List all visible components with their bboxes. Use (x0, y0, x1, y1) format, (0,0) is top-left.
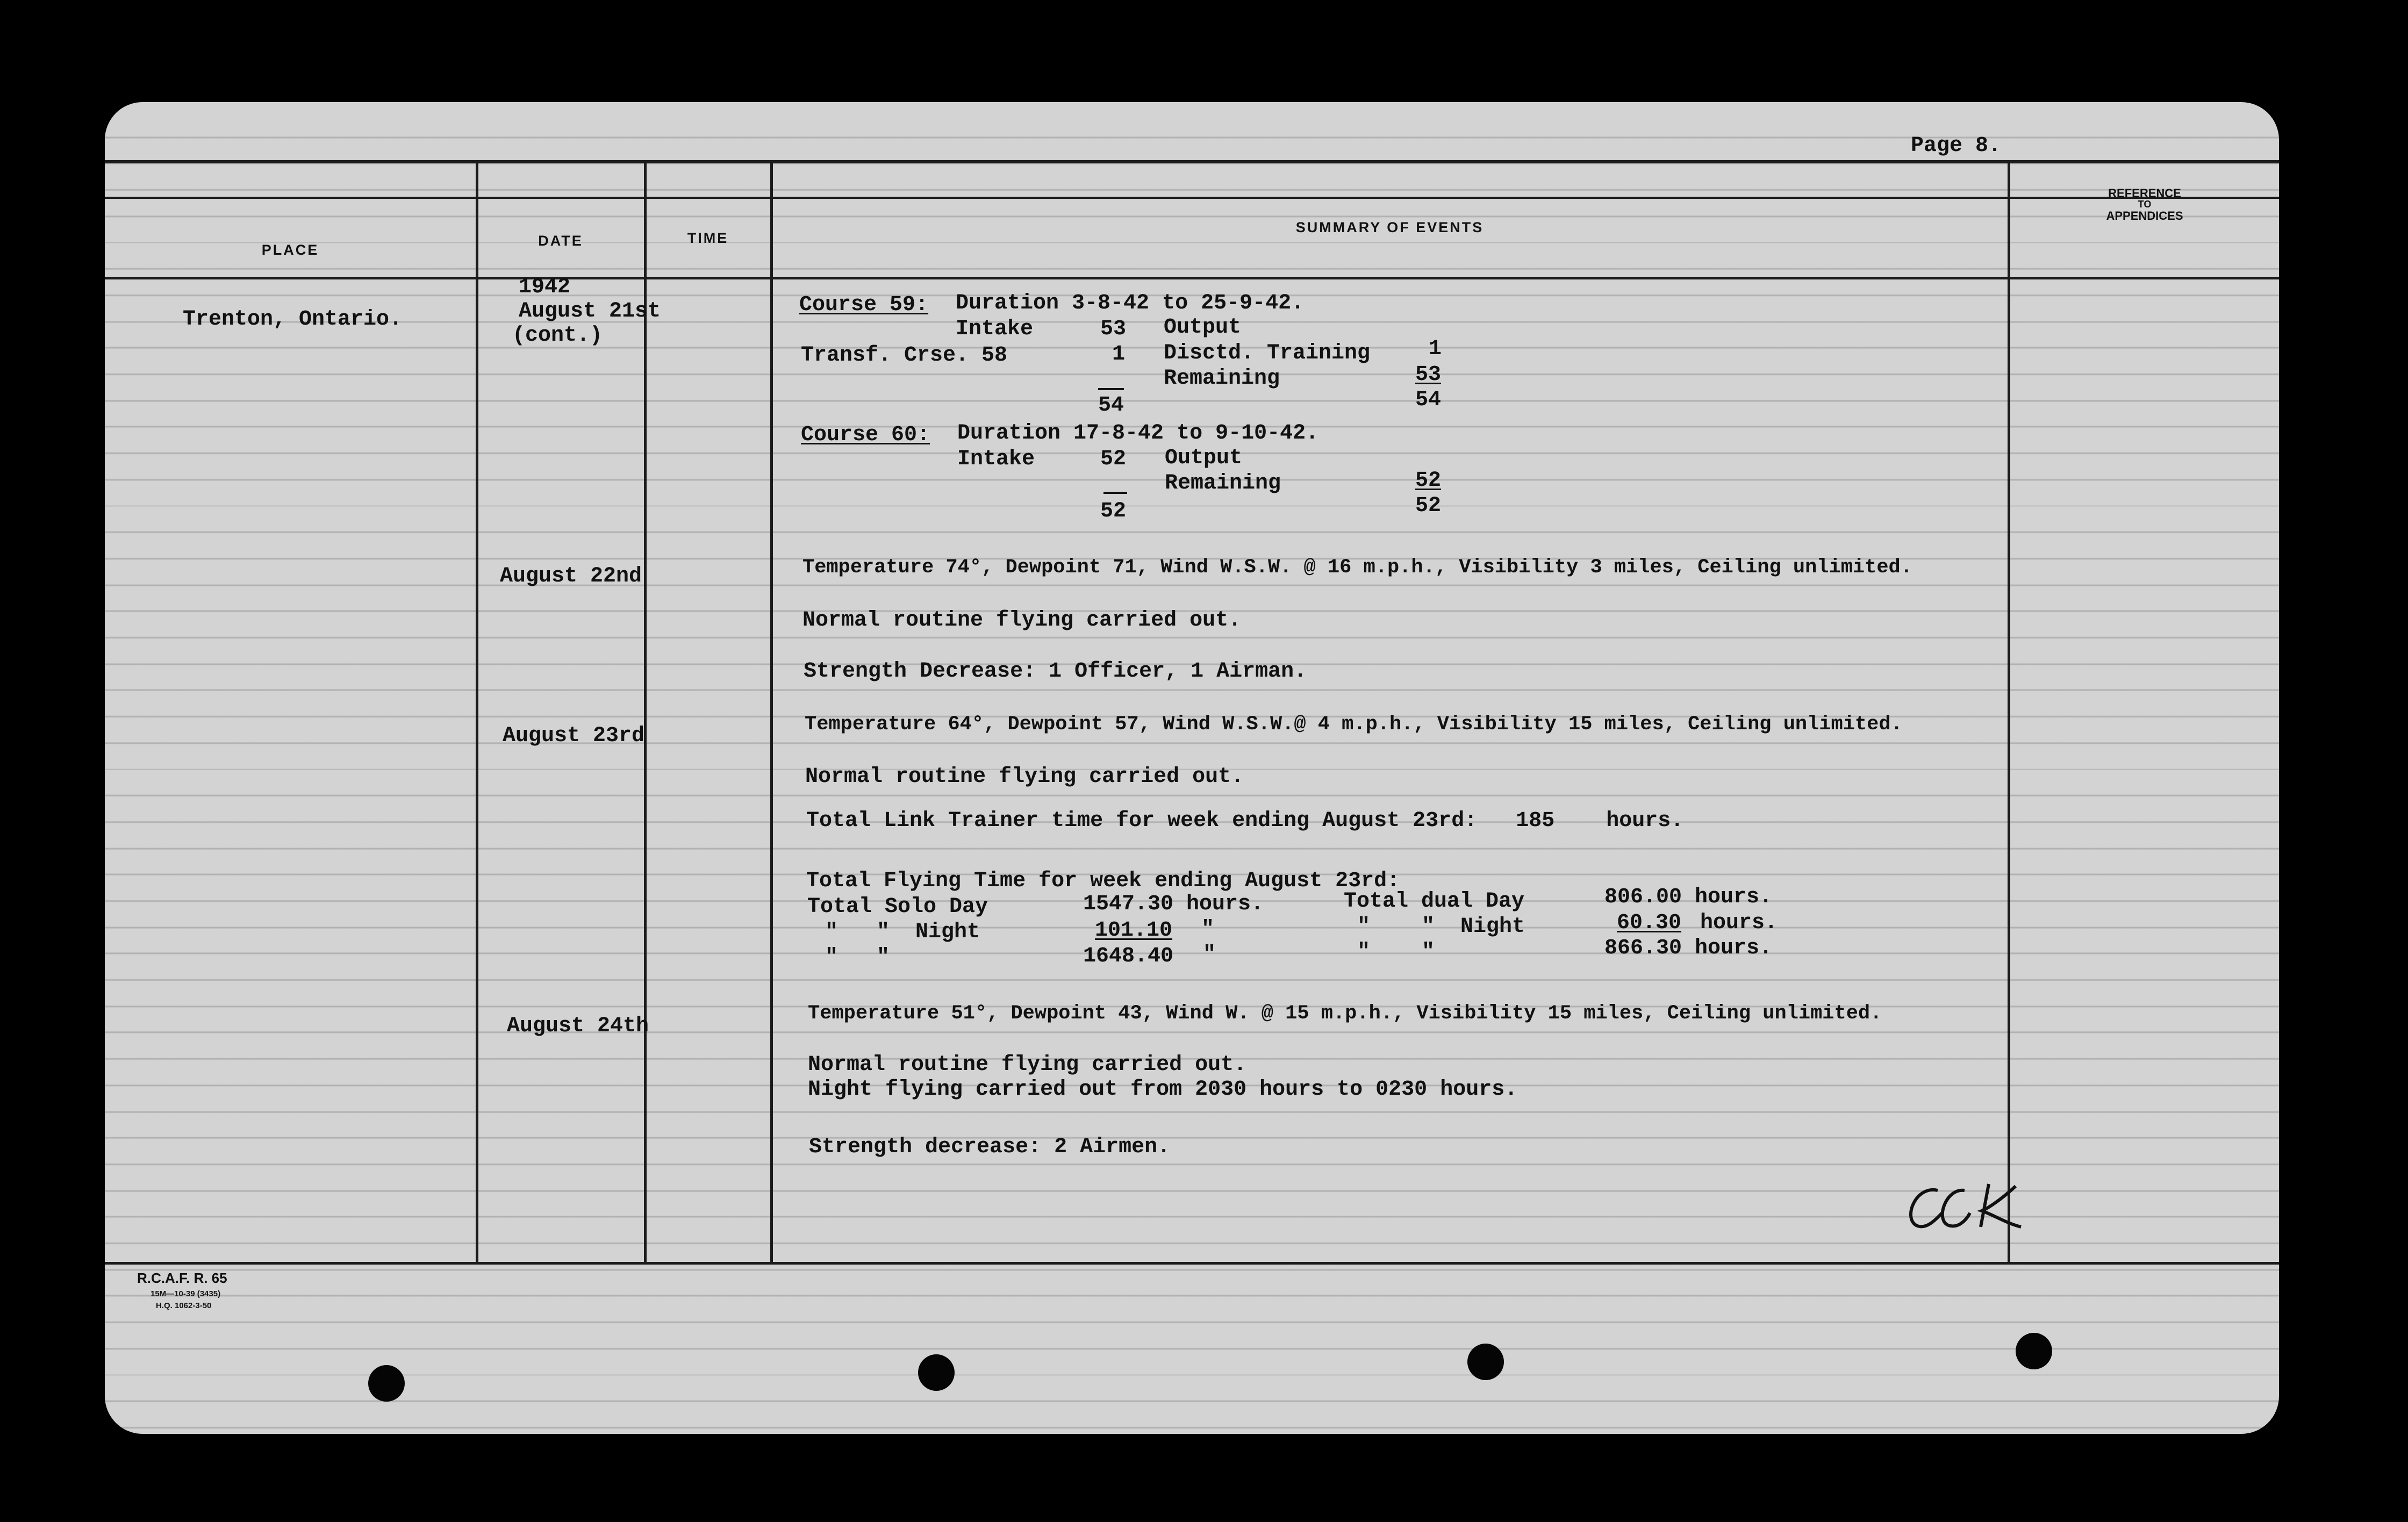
course-60-intake: 52 (1100, 447, 1127, 471)
course-59-disctd: 1 (1429, 337, 1442, 361)
course-59-transf: 1 (1112, 342, 1126, 367)
diary-form-page (105, 102, 2279, 1434)
aug22-strength: Strength Decrease: 1 Officer, 1 Airman. (804, 659, 1307, 684)
aug23-link-trainer: Total Link Trainer time for week ending August 23rd: 185 hours. (806, 809, 1684, 833)
dual-night-hours: hours. (1700, 911, 1778, 935)
solo-night-value: 101.10 (1095, 918, 1173, 943)
course-59-output-label: Output (1164, 315, 1242, 340)
course-60-duration: Duration 17-8-42 to 9-10-42. (957, 421, 1319, 446)
aug24-night-flying: Night flying carried out from 2030 hours to 0230 hours. (808, 1078, 1518, 1102)
solo-total-label: " " (825, 945, 890, 970)
signature-initials (1900, 1180, 2024, 1239)
course-60-sum-rule (1103, 492, 1127, 494)
course-59-intake-label: Intake (956, 317, 1034, 341)
course-60-remaining: 52 (1415, 469, 1442, 493)
date-cont: (cont.) (512, 324, 603, 348)
dual-day-label: Total dual Day (1344, 889, 1525, 914)
aug23-weather: Temperature 64°, Dewpoint 57, Wind W.S.W.@ 4 m.p.h., Visibility 15 miles, Ceiling unlimited. (805, 713, 1903, 736)
course-59-intake: 53 (1100, 317, 1127, 341)
course-60-remaining-label: Remaining (1165, 471, 1281, 496)
date-aug-23: August 23rd (503, 724, 645, 748)
course-59-total-left: 54 (1098, 393, 1124, 418)
dual-day-value: 806.00 hours. (1604, 885, 1773, 909)
course-60-output-label: Output (1165, 446, 1243, 470)
form-code-line2: 15M—10-39 (3435) (150, 1289, 221, 1298)
course-59-total-right: 54 (1415, 388, 1442, 412)
course-59-remaining: 53 (1415, 363, 1442, 387)
course-59-sum-rule (1098, 388, 1124, 390)
header-reference (2010, 187, 2279, 222)
header-reference-line1: REFERENCE (2108, 186, 2181, 200)
course-59-duration: Duration 3-8-42 to 25-9-42. (956, 291, 1305, 315)
date-aug-24: August 24th (507, 1014, 649, 1038)
course-59-remaining-label: Remaining (1164, 367, 1280, 391)
solo-day-label: Total Solo Day (807, 895, 988, 919)
place-entry: Trenton, Ontario. (183, 307, 403, 332)
course-59-transf-label: Transf. Crse. 58 (801, 343, 1008, 368)
form-code-line3: H.Q. 1062-3-50 (156, 1301, 212, 1310)
page-number: Page 8. (1911, 134, 2002, 158)
course-60-label: Course 60: (801, 423, 930, 447)
dual-night-value: 60.30 (1617, 911, 1682, 935)
date-year: 1942 (519, 275, 571, 299)
course-60-intake-label: Intake (957, 447, 1035, 471)
aug22-routine: Normal routine flying carried out. (802, 608, 1242, 633)
header-place: PLACE (261, 242, 319, 258)
date-aug-21: August 21st (519, 299, 661, 324)
solo-night-label: " " Night (825, 920, 980, 944)
aug24-routine: Normal routine flying carried out. (808, 1053, 1247, 1077)
header-top-rule (105, 160, 2279, 163)
column-divider-time (770, 161, 773, 1263)
header-time: TIME (687, 230, 729, 246)
header-bottom-rule (105, 277, 2279, 279)
punch-hole-2 (918, 1354, 955, 1391)
dual-night-label: " " Night (1357, 915, 1525, 939)
aug23-flying-title: Total Flying Time for week ending August 23rd: (806, 869, 1400, 893)
aug24-weather: Temperature 51°, Dewpoint 43, Wind W. @ 15 m.p.h., Visibility 15 miles, Ceiling unlimited. (808, 1002, 1882, 1025)
punch-hole-4 (2016, 1333, 2052, 1369)
column-divider-place (476, 161, 478, 1263)
dual-total-value: 866.30 hours. (1604, 936, 1773, 960)
table-bottom-rule (105, 1262, 2279, 1265)
solo-night-ditto: " (1201, 917, 1215, 942)
column-divider-date (644, 161, 647, 1263)
header-reference-line3: APPENDICES (2106, 209, 2183, 222)
aug22-weather: Temperature 74°, Dewpoint 71, Wind W.S.W. @ 16 m.p.h., Visibility 3 miles, Ceiling unlimited. (802, 556, 1912, 579)
header-summary: SUMMARY OF EVENTS (1295, 219, 1484, 235)
header-date: DATE (538, 233, 583, 249)
dual-total-label: " " (1357, 940, 1435, 964)
header-reference-line2: TO (2138, 199, 2152, 210)
solo-total-ditto: " (1203, 943, 1216, 967)
column-divider-summary (2008, 161, 2010, 1263)
aug23-routine: Normal routine flying carried out. (805, 765, 1244, 789)
course-60-total-left: 52 (1100, 499, 1127, 523)
solo-total-value: 1648.40 (1083, 944, 1174, 968)
form-code: R.C.A.F. R. 65 (137, 1270, 227, 1286)
course-60-total-right: 52 (1415, 494, 1442, 518)
solo-day-value: 1547.30 hours. (1083, 892, 1264, 916)
punch-hole-1 (368, 1365, 405, 1402)
header-mid-rule (105, 197, 2279, 199)
aug24-strength: Strength decrease: 2 Airmen. (809, 1135, 1171, 1159)
course-59-disctd-label: Disctd. Training (1164, 341, 1371, 365)
punch-hole-3 (1467, 1344, 1504, 1380)
course-59-label: Course 59: (799, 293, 929, 317)
date-aug-22: August 22nd (500, 564, 642, 588)
